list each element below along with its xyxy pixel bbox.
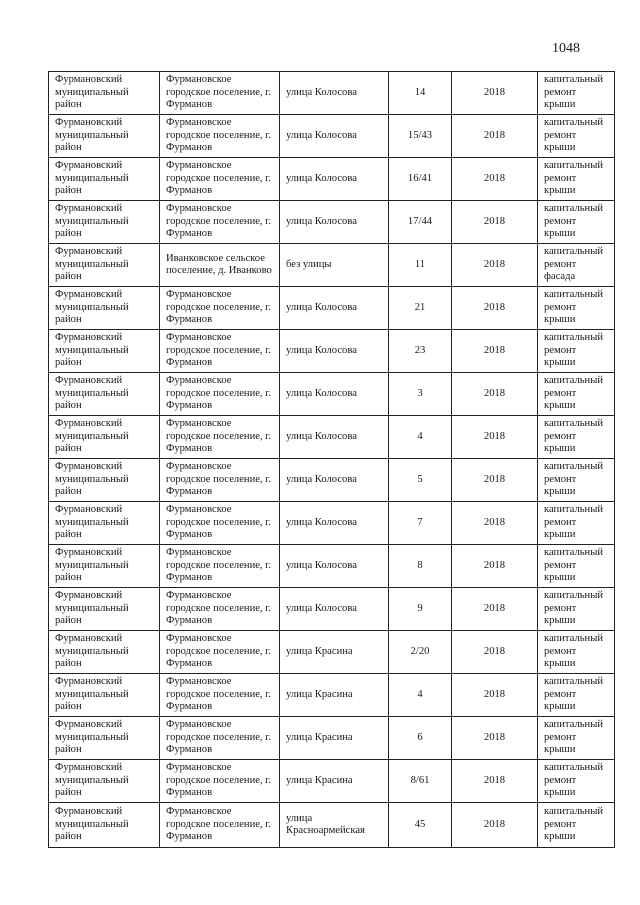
district-cell: Фурмановский муниципальный район	[49, 803, 160, 848]
table-row	[49, 330, 615, 373]
settlement-cell: Фурмановское городское поселение, г. Фурманов	[160, 502, 280, 545]
house-number-cell: 45	[389, 803, 452, 848]
district-cell: Фурмановский муниципальный район	[49, 158, 160, 201]
table-body	[49, 72, 615, 848]
work-type-cell: капитальный ремонт фасада	[538, 244, 615, 287]
district-cell: Фурмановский муниципальный район	[49, 760, 160, 803]
settlement-cell: Фурмановское городское поселение, г. Фурманов	[160, 158, 280, 201]
house-number-cell: 15/43	[389, 115, 452, 158]
page-number: 1048	[552, 41, 580, 56]
settlement-cell: Фурмановское городское поселение, г. Фурманов	[160, 330, 280, 373]
repair-schedule-table	[48, 71, 615, 848]
year-cell: 2018	[452, 674, 538, 717]
table-row	[49, 373, 615, 416]
table-row	[49, 760, 615, 803]
district-cell: Фурмановский муниципальный район	[49, 588, 160, 631]
district-cell: Фурмановский муниципальный район	[49, 502, 160, 545]
house-number-cell: 4	[389, 416, 452, 459]
district-cell: Фурмановский муниципальный район	[49, 72, 160, 115]
work-type-cell: капитальный ремонт крыши	[538, 502, 615, 545]
table-row	[49, 72, 615, 115]
work-type-cell: капитальный ремонт крыши	[538, 459, 615, 502]
house-number-cell: 3	[389, 373, 452, 416]
work-type-cell: капитальный ремонт крыши	[538, 717, 615, 760]
work-type-cell: капитальный ремонт крыши	[538, 760, 615, 803]
table-row	[49, 674, 615, 717]
year-cell: 2018	[452, 72, 538, 115]
street-cell: улица Колосова	[280, 588, 389, 631]
work-type-cell: капитальный ремонт крыши	[538, 201, 615, 244]
year-cell: 2018	[452, 502, 538, 545]
house-number-cell: 11	[389, 244, 452, 287]
table-row	[49, 201, 615, 244]
year-cell: 2018	[452, 760, 538, 803]
year-cell: 2018	[452, 244, 538, 287]
work-type-cell: капитальный ремонт крыши	[538, 631, 615, 674]
district-cell: Фурмановский муниципальный район	[49, 373, 160, 416]
work-type-cell: капитальный ремонт крыши	[538, 803, 615, 848]
table-row	[49, 244, 615, 287]
house-number-cell: 8/61	[389, 760, 452, 803]
street-cell: улица Красина	[280, 631, 389, 674]
street-cell: улица Колосова	[280, 545, 389, 588]
table-row	[49, 502, 615, 545]
street-cell: улица Колосова	[280, 502, 389, 545]
year-cell: 2018	[452, 459, 538, 502]
house-number-cell: 4	[389, 674, 452, 717]
settlement-cell: Иванковское сельское поселение, д. Иванково	[160, 244, 280, 287]
street-cell: улица Колосова	[280, 416, 389, 459]
settlement-cell: Фурмановское городское поселение, г. Фурманов	[160, 631, 280, 674]
settlement-cell: Фурмановское городское поселение, г. Фурманов	[160, 803, 280, 848]
table-row	[49, 158, 615, 201]
settlement-cell: Фурмановское городское поселение, г. Фурманов	[160, 717, 280, 760]
street-cell: улица Колосова	[280, 201, 389, 244]
work-type-cell: капитальный ремонт крыши	[538, 373, 615, 416]
settlement-cell: Фурмановское городское поселение, г. Фурманов	[160, 287, 280, 330]
work-type-cell: капитальный ремонт крыши	[538, 545, 615, 588]
settlement-cell: Фурмановское городское поселение, г. Фурманов	[160, 115, 280, 158]
year-cell: 2018	[452, 330, 538, 373]
street-cell: улица Колосова	[280, 158, 389, 201]
street-cell: улица Колосова	[280, 373, 389, 416]
district-cell: Фурмановский муниципальный район	[49, 330, 160, 373]
settlement-cell: Фурмановское городское поселение, г. Фурманов	[160, 760, 280, 803]
district-cell: Фурмановский муниципальный район	[49, 287, 160, 330]
house-number-cell: 5	[389, 459, 452, 502]
district-cell: Фурмановский муниципальный район	[49, 416, 160, 459]
work-type-cell: капитальный ремонт крыши	[538, 287, 615, 330]
district-cell: Фурмановский муниципальный район	[49, 201, 160, 244]
house-number-cell: 23	[389, 330, 452, 373]
year-cell: 2018	[452, 631, 538, 674]
district-cell: Фурмановский муниципальный район	[49, 244, 160, 287]
district-cell: Фурмановский муниципальный район	[49, 459, 160, 502]
street-cell: улица Красноармейская	[280, 803, 389, 848]
street-cell: улица Красина	[280, 717, 389, 760]
district-cell: Фурмановский муниципальный район	[49, 631, 160, 674]
district-cell: Фурмановский муниципальный район	[49, 717, 160, 760]
table-row	[49, 459, 615, 502]
year-cell: 2018	[452, 717, 538, 760]
table-row	[49, 287, 615, 330]
settlement-cell: Фурмановское городское поселение, г. Фурманов	[160, 674, 280, 717]
district-cell: Фурмановский муниципальный район	[49, 115, 160, 158]
settlement-cell: Фурмановское городское поселение, г. Фурманов	[160, 459, 280, 502]
year-cell: 2018	[452, 373, 538, 416]
house-number-cell: 7	[389, 502, 452, 545]
house-number-cell: 17/44	[389, 201, 452, 244]
year-cell: 2018	[452, 115, 538, 158]
district-cell: Фурмановский муниципальный район	[49, 545, 160, 588]
year-cell: 2018	[452, 201, 538, 244]
work-type-cell: капитальный ремонт крыши	[538, 330, 615, 373]
house-number-cell: 8	[389, 545, 452, 588]
year-cell: 2018	[452, 287, 538, 330]
year-cell: 2018	[452, 803, 538, 848]
settlement-cell: Фурмановское городское поселение, г. Фурманов	[160, 588, 280, 631]
table-row	[49, 717, 615, 760]
street-cell: без улицы	[280, 244, 389, 287]
street-cell: улица Колосова	[280, 459, 389, 502]
table-row	[49, 416, 615, 459]
table-row	[49, 115, 615, 158]
street-cell: улица Колосова	[280, 115, 389, 158]
house-number-cell: 21	[389, 287, 452, 330]
house-number-cell: 14	[389, 72, 452, 115]
work-type-cell: капитальный ремонт крыши	[538, 115, 615, 158]
district-cell: Фурмановский муниципальный район	[49, 674, 160, 717]
year-cell: 2018	[452, 416, 538, 459]
work-type-cell: капитальный ремонт крыши	[538, 416, 615, 459]
work-type-cell: капитальный ремонт крыши	[538, 674, 615, 717]
house-number-cell: 16/41	[389, 158, 452, 201]
table-row	[49, 803, 615, 848]
year-cell: 2018	[452, 158, 538, 201]
street-cell: улица Красина	[280, 760, 389, 803]
work-type-cell: капитальный ремонт крыши	[538, 158, 615, 201]
table-row	[49, 631, 615, 674]
street-cell: улица Колосова	[280, 330, 389, 373]
settlement-cell: Фурмановское городское поселение, г. Фурманов	[160, 373, 280, 416]
settlement-cell: Фурмановское городское поселение, г. Фурманов	[160, 416, 280, 459]
street-cell: улица Колосова	[280, 72, 389, 115]
work-type-cell: капитальный ремонт крыши	[538, 72, 615, 115]
year-cell: 2018	[452, 588, 538, 631]
table-row	[49, 545, 615, 588]
table-row	[49, 588, 615, 631]
year-cell: 2018	[452, 545, 538, 588]
street-cell: улица Колосова	[280, 287, 389, 330]
house-number-cell: 6	[389, 717, 452, 760]
settlement-cell: Фурмановское городское поселение, г. Фурманов	[160, 201, 280, 244]
settlement-cell: Фурмановское городское поселение, г. Фурманов	[160, 545, 280, 588]
street-cell: улица Красина	[280, 674, 389, 717]
work-type-cell: капитальный ремонт крыши	[538, 588, 615, 631]
settlement-cell: Фурмановское городское поселение, г. Фурманов	[160, 72, 280, 115]
house-number-cell: 2/20	[389, 631, 452, 674]
house-number-cell: 9	[389, 588, 452, 631]
